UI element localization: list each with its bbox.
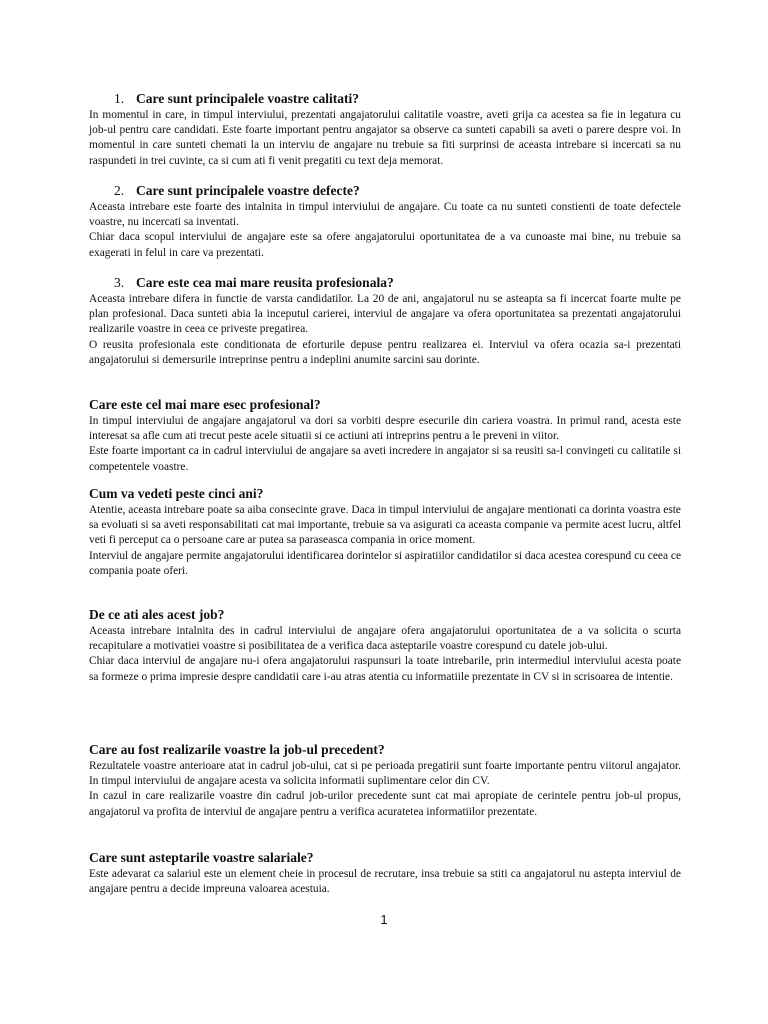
section-reusita [89, 275, 681, 368]
heading-number: 2. [114, 183, 125, 198]
section-paragraph: Este foarte important ca in cadrul interviului de angajare sa aveti incredere in angajator si sa reusiti sa-l convingeti cu calitatile si competentele voastre. [89, 445, 681, 473]
section-heading: Care sunt asteptarile voastre salariale? [89, 850, 314, 865]
heading-text: Care sunt principalele voastre defecte? [136, 183, 360, 198]
section-esec [89, 397, 681, 475]
section-job [89, 607, 681, 685]
section-calitati [89, 91, 681, 169]
section-realizari [89, 742, 681, 820]
section-heading: De ce ati ales acest job? [89, 607, 225, 622]
heading-text: Care este cea mai mare reusita profesionala? [136, 275, 394, 290]
page-number: 1 [380, 912, 388, 927]
section-paragraph: In cazul in care realizarile voastre din cadrul job-urilor precedente sunt cat mai apropiate de cerintele pentru job-ul propus, angajatorul va profita de interviul de angajare pentru a verifica acuratetea informatiilor prezentate. [89, 790, 681, 818]
section-paragraph: In timpul interviului de angajare angajatorul va dori sa vorbiti despre esecurile din cariera voastra. In primul rand, acesta este interesat sa afle cum ati trecut peste acele situatii si ce actiuni ati intreprins pentru a le preveni in viitor. [89, 415, 681, 443]
section-heading: Care este cel mai mare esec profesional? [89, 397, 321, 412]
section-paragraph: Rezultatele voastre anterioare atat in cadrul job-ului, cat si pe perioada pregatirii sunt foarte importante pentru viitorul angajator. In timpul interviului de angajare acesta va solicita informatii suplimentare celor din CV. [89, 760, 681, 788]
section-heading: Care au fost realizarile voastre la job-ul precedent? [89, 742, 385, 757]
section-paragraph: Chiar daca interviul de angajare nu-i ofera angajatorului raspunsuri la toate intrebarile, prin intermediul interviului acesta poate sa formeze o prima impresie despre candidatii care i-au atras atentia cu informatiile prezentate in CV si in scrisoarea de intentie. [89, 655, 681, 683]
section-salariale [89, 850, 681, 897]
section-heading [89, 183, 681, 199]
section-defecte [89, 183, 681, 261]
heading-text: Care sunt principalele voastre calitati? [136, 91, 359, 106]
section-paragraph: Interviul de angajare permite angajatorului identificarea dorintelor si aspiratiilor candidatilor si daca acestea corespund cu ceea ce compania poate oferi. [89, 549, 681, 577]
heading-number: 3. [114, 275, 125, 290]
section-heading [89, 275, 681, 291]
section-paragraph: Aceasta intrebare este foarte des intalnita in timpul interviului de angajare. Cu toate ca nu sunteti constienti de toate defectele voastre, nu incercati sa inventati. [89, 201, 681, 229]
section-heading: Cum va vedeti peste cinci ani? [89, 486, 264, 501]
section-paragraph: Chiar daca scopul interviului de angajare este sa ofere angajatorului oportunitatea de a va cunoaste mai bine, nu trebuie sa exagerati in felul in care va prezentati. [89, 231, 681, 259]
section-paragraph: Aceasta intrebare intalnita des in cadrul interviului de angajare ofera angajatorului oportunitatea de a va solicita o scurta recapitulare a motivatiei voastre si posibilitatea de a verifica daca asteptarile voastre corespund cu datele job-ului. [89, 625, 681, 653]
section-paragraph: Aceasta intrebare difera in functie de varsta candidatilor. La 20 de ani, angajatorul nu se asteapta sa fi incercat foarte multe pe plan profesional. Daca sunteti abia la inceputul carierei, interviul de angajare va ofera oportunitatea sa prezentati angajatorului realizarile voastre in ceea ce priveste pregatirea. [89, 293, 681, 336]
heading-number: 1. [114, 91, 125, 106]
section-cinci-ani [89, 486, 681, 579]
section-paragraph: Atentie, aceasta intrebare poate sa aiba consecinte grave. Daca in timpul interviului de angajare mentionati ca dorinta voastra este sa evoluati si sa aveti responsabilitati cat mai importante, trebuie sa va asigurati ca aceasta companie va permite acest lucru, altfel veti fi perceput ca o persoane care ar putea sa paraseasca compania in orice moment. [89, 504, 681, 547]
section-heading [89, 91, 681, 107]
section-paragraph: Este adevarat ca salariul este un element cheie in procesul de recrutare, insa trebuie sa stiti ca angajatorul nu astepta interviul de angajare pentru a decide impreuna valoarea acestuia. [89, 868, 681, 896]
section-paragraph: In momentul in care, in timpul interviului, prezentati angajatorului calitatile voastre, aveti grija ca acestea sa fie in legatura cu job-ul pentru care candidati. Este foarte important pentru angajator sa observe ca sunteti capabili sa aveti o parere despre voi. In momentul in care sunteti chemati la un interviu de angajare nu trebuie sa fiti surprinsi de aceasta intrebare si incercati sa nu raspundeti in trei cuvinte, ca si cum ati fi venit pregatiti cu text deja memorat. [89, 109, 681, 167]
section-paragraph: O reusita profesionala este conditionata de eforturile depuse pentru realizarea ei. Interviul va ofera ocazia sa-i prezentati angajatorului si demersurile intreprinse pentru a indeplini anumite sarcini sau dorinte. [89, 338, 681, 366]
